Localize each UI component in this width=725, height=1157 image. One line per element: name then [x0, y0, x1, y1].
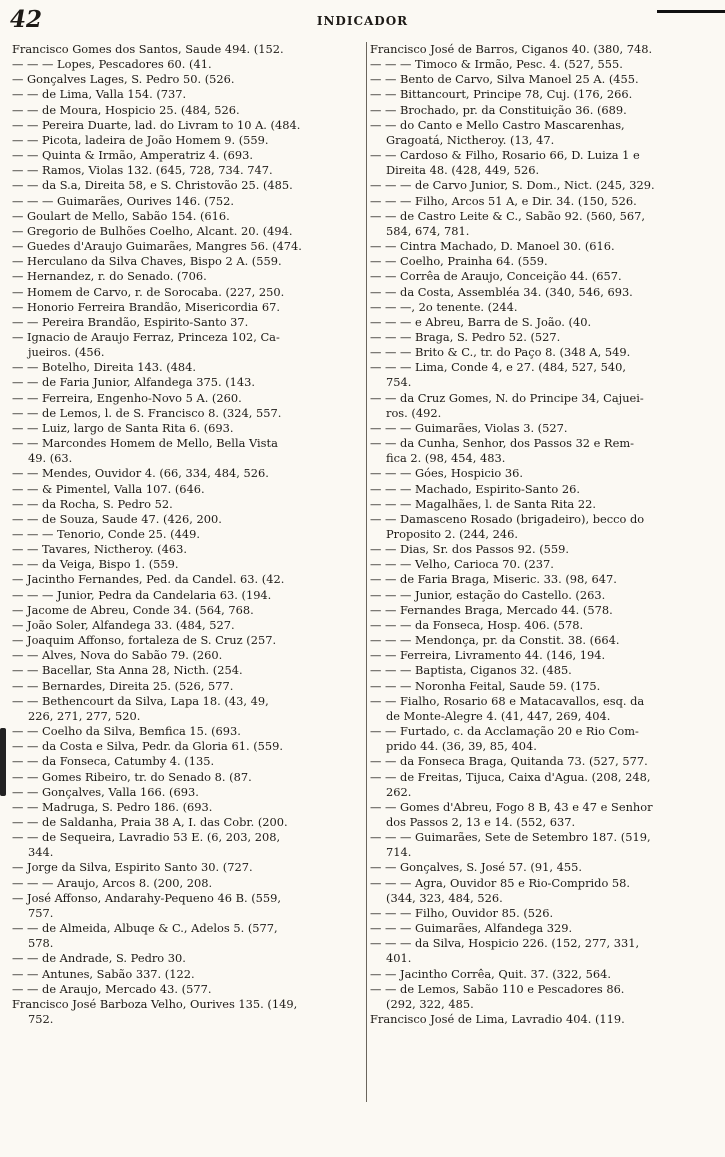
directory-entry-continuation: fica 2. (98, 454, 483.: [386, 451, 506, 466]
directory-entry: — — — Tenorio, Conde 25. (449.: [12, 527, 200, 541]
directory-entry-continuation: (292, 322, 485.: [386, 996, 474, 1011]
directory-entry: — Ignacio de Araujo Ferraz, Princeza 102, Ca-: [12, 329, 280, 344]
directory-entry: — — Pereira Duarte, lad. do Livram to 10 A. (484.: [12, 117, 301, 132]
directory-entry: — — de Almeida, Albuqe & C., Adelos 5. (577,: [12, 921, 278, 936]
directory-entry: — — — Filho, Arcos 51 A, e Dir. 34. (150, 526.: [370, 193, 637, 208]
directory-entry: — — da Fonseca, Catumby 4. (135.: [12, 754, 215, 769]
directory-entry: — — Jacintho Corrêa, Quit. 37. (322, 564.: [370, 966, 612, 981]
directory-entry: — — da S.a, Direita 58, e S. Christovão 25. (485.: [12, 178, 293, 193]
directory-entry: — — de Lima, Valla 154. (737.: [12, 87, 187, 102]
directory-entry: — — Botelho, Direita 143. (484.: [12, 360, 197, 375]
directory-entry: — — de Lemos, Sabão 110 e Pescadores 86.: [370, 981, 625, 996]
directory-entry: — — Ramos, Violas 132. (645, 728, 734. 747.: [12, 163, 273, 178]
directory-entry: — — — Machado, Espirito-Santo 26.: [370, 481, 580, 496]
directory-entry: — — Pereira Brandão, Espirito-Santo 37.: [12, 314, 249, 329]
directory-entry: — — Picota, ladeira de João Homem 9. (559.: [12, 132, 269, 147]
directory-entry: — — — Magalhães, l. de Santa Rita 22.: [370, 496, 596, 511]
directory-entry: — — — Junior, estação do Castello. (263.: [370, 587, 606, 602]
directory-entry: — — Damasceno Rosado (brigadeiro), becco do: [370, 511, 645, 526]
directory-entry: — — — Guimarães, Ourives 146. (752.: [12, 193, 234, 208]
directory-entry: — — da Veiga, Bispo 1. (559.: [12, 557, 179, 572]
directory-entry: — — de Faria Braga, Miseric. 33. (98, 647.: [370, 572, 617, 587]
directory-entry: — — Quinta & Irmão, Amperatriz 4. (693.: [12, 148, 253, 163]
directory-entry: — — — Lopes, Pescadores 60. (41.: [12, 57, 212, 72]
directory-entry: — — Coelho, Prainha 64. (559.: [370, 254, 548, 269]
directory-entry-continuation: 344.: [28, 845, 54, 860]
directory-entry: — — Marcondes Homem de Mello, Bella Vista: [12, 436, 278, 451]
directory-entry: — — — Brito & C., tr. do Paço 8. (348 A, 549.: [370, 345, 631, 360]
directory-entry: — — Brochado, pr. da Constituição 36. (689.: [370, 102, 627, 117]
directory-entry: Francisco Gomes dos Santos, Saude 494. (152.: [12, 42, 284, 56]
page-number: 42: [10, 6, 43, 33]
directory-entry: — — Ferreira, Engenho-Novo 5 A. (260.: [12, 390, 242, 405]
directory-entry: — Jorge da Silva, Espirito Santo 30. (727.: [12, 860, 253, 875]
directory-entry: — — — Lima, Conde 4, e 27. (484, 527, 540,: [370, 360, 626, 375]
directory-entry: — — — de Carvo Junior, S. Dom., Nict. (245, 329.: [370, 178, 655, 193]
directory-entry-continuation: ros. (492.: [386, 405, 442, 420]
directory-entry: — — Alves, Nova do Sabão 79. (260.: [12, 648, 223, 663]
directory-entry: — — — Timoco & Irmão, Pesc. 4. (527, 555.: [370, 57, 623, 72]
directory-entry: — — Bento de Carvo, Silva Manoel 25 A. (455.: [370, 72, 639, 87]
directory-entry: — Jacome de Abreu, Conde 34. (564, 768.: [12, 602, 254, 617]
directory-entry-continuation: 401.: [386, 951, 412, 966]
directory-entry: — — Bernardes, Direita 25. (526, 577.: [12, 678, 234, 693]
directory-entry-continuation: Direita 48. (428, 449, 526.: [386, 163, 540, 178]
directory-entry: — Guedes d'Araujo Guimarães, Mangres 56. (474.: [12, 239, 302, 254]
directory-entry: — — — Araujo, Arcos 8. (200, 208.: [12, 875, 213, 890]
directory-entry: — — Corrêa de Araujo, Conceição 44. (657.: [370, 269, 622, 284]
directory-entry: — — Bittancourt, Principe 78, Cuj. (176, 266.: [370, 87, 633, 102]
directory-entry: — Homem de Carvo, r. de Sorocaba. (227, 250.: [12, 284, 285, 299]
directory-entry: — — de Faria Junior, Alfandega 375. (143.: [12, 375, 256, 390]
directory-entry-continuation: prido 44. (36, 39, 85, 404.: [386, 739, 537, 754]
directory-entry: — — de Lemos, l. de S. Francisco 8. (324, 557.: [12, 405, 282, 420]
right-column: [370, 42, 715, 1142]
directory-entry: — — — Filho, Ouvidor 85. (526.: [370, 905, 554, 920]
directory-entry: — — do Canto e Mello Castro Mascarenhas,: [370, 117, 625, 132]
directory-entry: — — Madruga, S. Pedro 186. (693.: [12, 799, 213, 814]
directory-entry: — — Antunes, Sabão 337. (122.: [12, 966, 195, 981]
directory-entry: — — — Guimarães, Violas 3. (527.: [370, 420, 568, 435]
directory-entry-continuation: 584, 674, 781.: [386, 223, 470, 238]
directory-entry: — Gonçalves Lages, S. Pedro 50. (526.: [12, 72, 235, 87]
column-divider: [366, 42, 367, 1102]
directory-entry-continuation: Gragoatá, Nictheroy. (13, 47.: [386, 132, 555, 147]
directory-entry: — — Fialho, Rosario 68 e Matacavallos, esq. da: [370, 693, 645, 708]
directory-entry: — — da Rocha, S. Pedro 52.: [12, 496, 173, 511]
running-title: INDICADOR: [316, 14, 409, 28]
directory-entry-continuation: 757.: [28, 905, 54, 920]
directory-entry: — — de Sequeira, Lavradio 53 E. (6, 203, 208,: [12, 830, 281, 845]
directory-entry: — — — Junior, Pedra da Candelaria 63. (194.: [12, 587, 272, 602]
directory-entry-continuation: 226, 271, 277, 520.: [28, 708, 141, 723]
corner-rule: [657, 10, 725, 13]
directory-entry: — — Coelho da Silva, Bemfica 15. (693.: [12, 724, 241, 739]
directory-entry: — — — Noronha Feital, Saude 59. (175.: [370, 678, 601, 693]
directory-entry: — Jacintho Fernandes, Ped. da Candel. 63. (42.: [12, 572, 285, 587]
directory-entry: — — — Agra, Ouvidor 85 e Rio-Comprido 58.: [370, 875, 631, 890]
directory-entry: Francisco José Barboza Velho, Ourives 135. (149,: [12, 996, 298, 1011]
directory-entry: — — Cintra Machado, D. Manoel 30. (616.: [370, 239, 615, 254]
directory-entry-continuation: dos Passos 2, 13 e 14. (552, 637.: [386, 814, 576, 829]
directory-entry: — — de Freitas, Tijuca, Caixa d'Agua. (208, 248,: [370, 769, 651, 784]
directory-entry-continuation: jueiros. (456.: [28, 345, 105, 360]
directory-entry: — João Soler, Alfandega 33. (484, 527.: [12, 617, 235, 632]
directory-entry: — — Gomes Ribeiro, tr. do Senado 8. (87.: [12, 769, 252, 784]
directory-entry: — — de Araujo, Mercado 43. (577.: [12, 981, 212, 996]
directory-entry: — — — Velho, Carioca 70. (237.: [370, 557, 554, 572]
directory-entry: — — & Pimentel, Valla 107. (646.: [12, 481, 205, 496]
directory-entry: — — Furtado, c. da Acclamação 20 e Rio Com-: [370, 724, 639, 739]
directory-entry: — — — Guimarães, Sete de Setembro 187. (519,: [370, 830, 651, 845]
directory-entry-continuation: 578.: [28, 936, 54, 951]
directory-entry: — — Ferreira, Livramento 44. (146, 194.: [370, 648, 606, 663]
directory-entry: — — — Guimarães, Alfandega 329.: [370, 921, 573, 936]
directory-entry-continuation: 752.: [28, 1012, 54, 1026]
directory-entry: — — de Castro Leite & C., Sabão 92. (560, 567,: [370, 208, 646, 223]
directory-entry: — — Cardoso & Filho, Rosario 66, D. Luiza 1 e: [370, 148, 640, 163]
directory-entry: — — — e Abreu, Barra de S. João. (40.: [370, 314, 592, 329]
directory-entry: — — — Góes, Hospicio 36.: [370, 466, 524, 481]
directory-entry: — — Gomes d'Abreu, Fogo 8 B, 43 e 47 e Senhor: [370, 799, 653, 814]
directory-entry: — — de Saldanha, Praia 38 A, I. das Cobr. (200.: [12, 814, 288, 829]
directory-entry: — — da Fonseca Braga, Quitanda 73. (527, 577.: [370, 754, 648, 769]
directory-entry: — — Gonçalves, Valla 166. (693.: [12, 784, 199, 799]
directory-entry: — — —, 2o tenente. (244.: [370, 299, 518, 314]
directory-entry: — — — da Silva, Hospicio 226. (152, 277, 331,: [370, 936, 640, 951]
directory-entry: — Herculano da Silva Chaves, Bispo 2 A. (559.: [12, 254, 282, 269]
directory-entry: — — Mendes, Ouvidor 4. (66, 334, 484, 526.: [12, 466, 269, 481]
page-header: [0, 6, 725, 38]
directory-entry: — — Luiz, largo de Santa Rita 6. (693.: [12, 420, 234, 435]
directory-entry: — — Fernandes Braga, Mercado 44. (578.: [370, 602, 613, 617]
directory-entry: — — — Braga, S. Pedro 52. (527.: [370, 329, 561, 344]
directory-entry-continuation: 262.: [386, 784, 412, 799]
directory-entry: — — de Souza, Saude 47. (426, 200.: [12, 511, 222, 526]
directory-entry: — Honorio Ferreira Brandão, Misericordia 67.: [12, 299, 280, 314]
directory-entry: — — Bethencourt da Silva, Lapa 18. (43, 49,: [12, 693, 269, 708]
directory-entry: — — Dias, Sr. dos Passos 92. (559.: [370, 542, 570, 557]
directory-entry: — — da Costa e Silva, Pedr. da Gloria 61. (559.: [12, 739, 284, 754]
directory-entry: Francisco José de Lima, Lavradio 404. (119.: [370, 1012, 625, 1026]
directory-entry: — — da Cruz Gomes, N. do Principe 34, Cajuei-: [370, 390, 644, 405]
directory-entry-continuation: de Monte-Alegre 4. (41, 447, 269, 404.: [386, 708, 611, 723]
directory-entry: — José Affonso, Andarahy-Pequeno 46 B. (559,: [12, 890, 282, 905]
directory-entry-continuation: (344, 323, 484, 526.: [386, 890, 503, 905]
directory-entry: — — da Costa, Assembléa 34. (340, 546, 693.: [370, 284, 633, 299]
directory-entry-continuation: 754.: [386, 375, 412, 390]
directory-entry: — — de Moura, Hospicio 25. (484, 526.: [12, 102, 240, 117]
directory-entry: — — Gonçalves, S. José 57. (91, 455.: [370, 860, 582, 875]
directory-entry: — — de Andrade, S. Pedro 30.: [12, 951, 186, 966]
directory-entry-continuation: Proposito 2. (244, 246.: [386, 527, 518, 541]
directory-entry: — — Bacellar, Sta Anna 28, Nicth. (254.: [12, 663, 243, 678]
directory-entry: — — Tavares, Nictheroy. (463.: [12, 542, 187, 557]
directory-entry: — — da Cunha, Senhor, dos Passos 32 e Rem-: [370, 436, 635, 451]
directory-entry: Francisco José de Barros, Ciganos 40. (380, 748.: [370, 42, 653, 56]
directory-entry-continuation: 49. (63.: [28, 451, 73, 466]
binding-edge-mark: [0, 728, 6, 796]
directory-entry: — — — Mendonça, pr. da Constit. 38. (664.: [370, 633, 620, 648]
directory-entry: — — — da Fonseca, Hosp. 406. (578.: [370, 617, 584, 632]
directory-entry-continuation: 714.: [386, 845, 412, 860]
left-column: [12, 42, 364, 1142]
directory-entry: — — — Baptista, Ciganos 32. (485.: [370, 663, 572, 678]
directory-entry: — Hernandez, r. do Senado. (706.: [12, 269, 207, 284]
directory-entry: — Goulart de Mello, Sabão 154. (616.: [12, 208, 230, 223]
directory-entry: — Gregorio de Bulhões Coelho, Alcant. 20. (494.: [12, 223, 293, 238]
directory-entry: — Joaquim Affonso, fortaleza de S. Cruz (257.: [12, 633, 277, 648]
